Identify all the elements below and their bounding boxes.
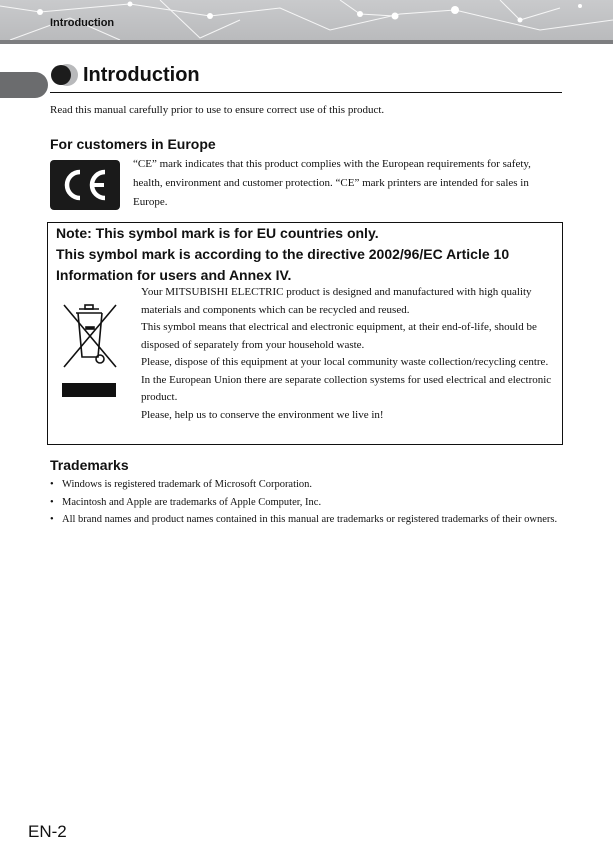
note-paragraph: Please, dispose of this equipment at your local community waste collection/recycling centre.: [141, 356, 549, 368]
bullet-icon: •: [50, 479, 54, 490]
trademarks-list: [50, 476, 565, 529]
ce-mark-logo: [50, 160, 120, 210]
section-side-tab: [0, 72, 48, 98]
note-heading-line: This symbol mark is according to the directive 2002/96/EC Article 10: [56, 246, 510, 262]
note-body: [141, 284, 561, 424]
note-paragraph: This symbol means that electrical and electronic equipment, at their end-of-life, should be disposed of separately from your household waste.: [141, 321, 537, 351]
ce-description: [133, 155, 563, 212]
list-item: [50, 494, 565, 512]
list-item: [50, 511, 565, 529]
weee-date-bar: [62, 383, 116, 397]
list-item: [50, 476, 565, 494]
double-circle-icon: [50, 62, 80, 88]
header-rule: [0, 40, 613, 44]
intro-paragraph: Read this manual carefully prior to use to ensure correct use of this product.: [50, 104, 385, 116]
title-underline: [50, 92, 562, 93]
note-paragraph: Your MITSUBISHI ELECTRIC product is designed and manufactured with high quality materials and components which can be recycled and reused.: [141, 286, 532, 316]
trademark-text: All brand names and product names contained in this manual are trademarks or registered trademarks of their owners.: [62, 514, 558, 525]
page-title: Introduction: [83, 64, 200, 86]
note-heading: [56, 223, 556, 286]
ce-mark-icon: [50, 160, 120, 210]
note-heading-line: Note: This symbol mark is for EU countries only.: [56, 225, 379, 241]
note-paragraph: Please, help us to conserve the environment we live in!: [141, 408, 384, 421]
ce-paragraph: “CE” mark indicates that this product complies with the European requirements for safety, health, environment and customer protection. “CE” mark printers are intended for sales in Europe.: [133, 158, 531, 208]
trademarks-heading: Trademarks: [50, 457, 129, 473]
note-paragraph: In the European Union there are separate collection systems for used electrical and electronic product.: [141, 373, 552, 403]
note-heading-line: Information for users and Annex IV.: [56, 267, 292, 283]
bullet-icon: •: [50, 496, 54, 508]
europe-heading: For customers in Europe: [50, 136, 216, 152]
eu-note-box: [47, 222, 563, 445]
header-section-title: Introduction: [50, 17, 115, 29]
header-band: [0, 0, 613, 44]
bullet-icon: •: [50, 514, 54, 525]
trademark-text: Windows is registered trademark of Microsoft Corporation.: [62, 479, 313, 490]
crossed-out-wheelie-bin-icon: [62, 301, 118, 371]
trademark-text: Macintosh and Apple are trademarks of Apple Computer, Inc.: [62, 496, 322, 508]
page-number: EN-2: [28, 822, 67, 841]
